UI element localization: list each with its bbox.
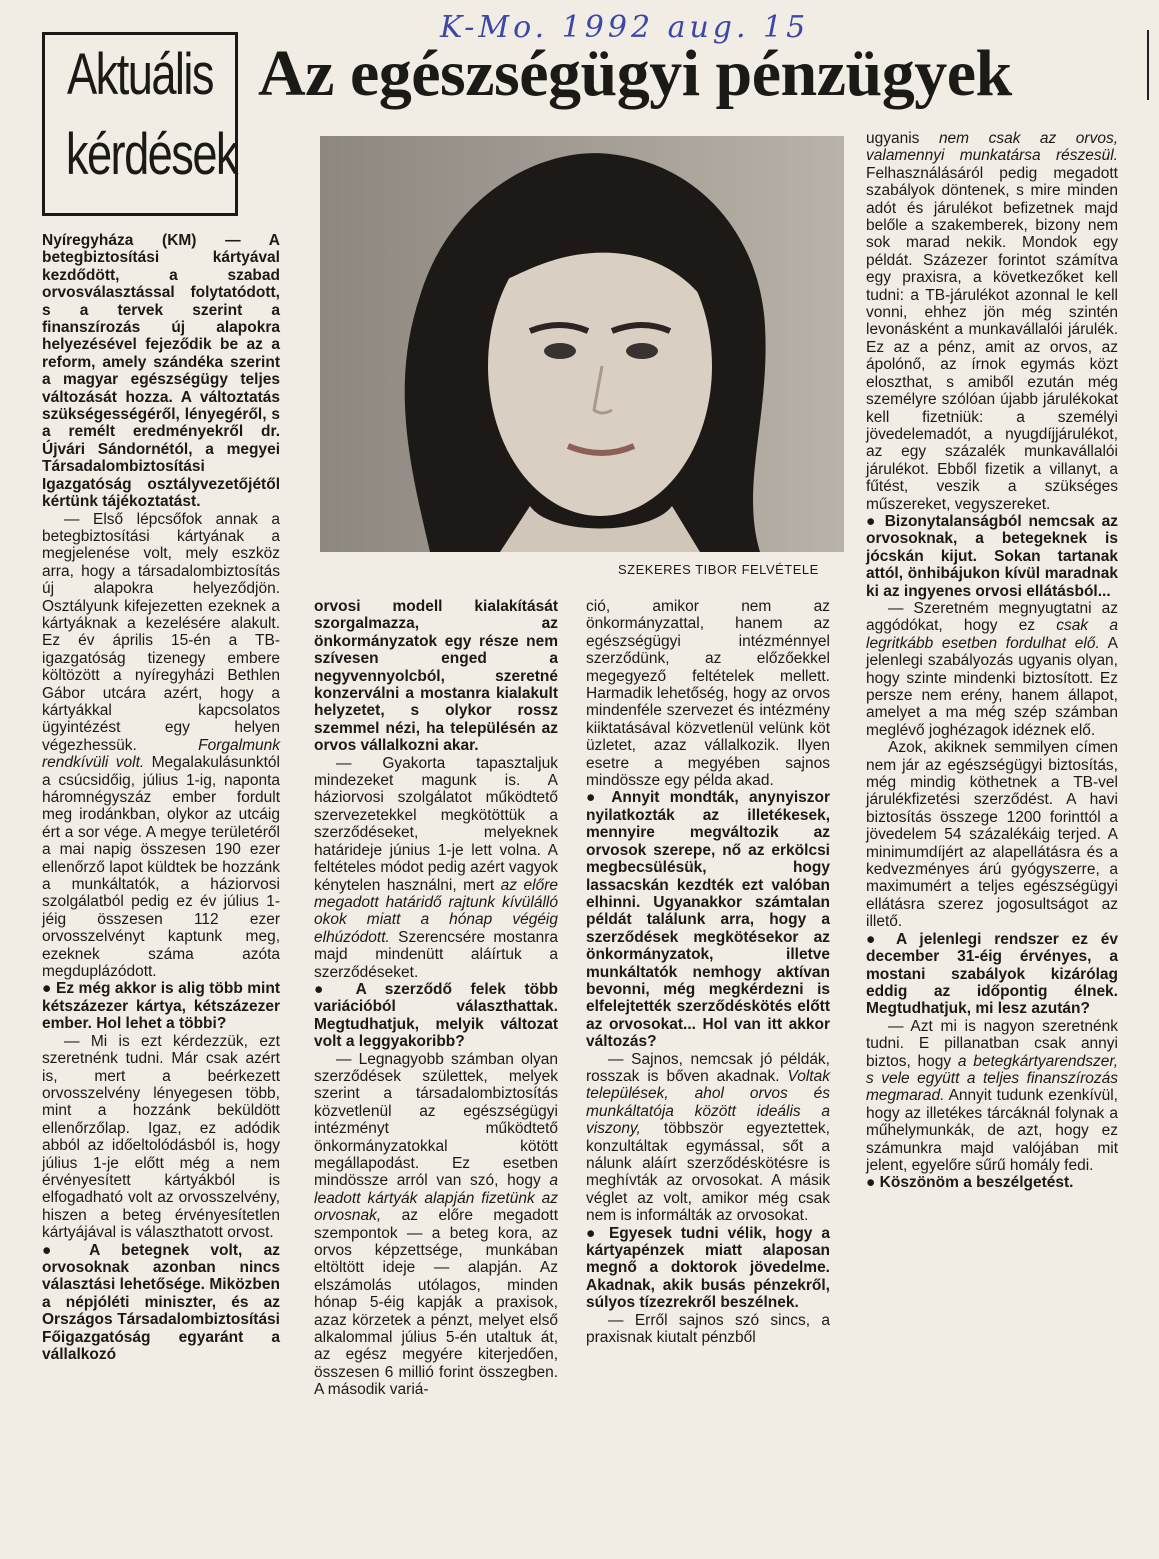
- answer-paragraph: — Sajnos, nemcsak jó példák, rosszak is bőven akadnak. Voltak települések, ahol orvos és munkáltatója között ideális a viszony, többször egyeztettek, konzultáltak egymással, sőt a nálunk aláírt szerződéskötésre is meghívták az orvosokat. A másik véglet az volt, amikor még csak nem is informálták az orvosokat.: [586, 1050, 830, 1225]
- answer-paragraph: — Erről sajnos szó sincs, a praxisnak kiutalt pénzből: [586, 1311, 830, 1347]
- question: ● Ez még akkor is alig több mint kétszázezer kártya, kétszázezer ember. Hol lehet a többi?: [42, 980, 280, 1032]
- kicker-line-1: Aktuális: [67, 42, 213, 107]
- closing-remark: ● Köszönöm a beszélgetést.: [866, 1174, 1118, 1191]
- kicker-line-2: kérdések: [65, 122, 237, 187]
- answer-paragraph: — Legnagyobb számban olyan szerződések születtek, melyek szerint a társadalombiztosítás közvetlenül az egészségügyi intézményt működtető önkormányzatokkal kötött megállapodást. Ez esetben mindössze arról van szó, hogy a leadott kártyák alapján fizetünk az orvosnak, az előre megadott szempontok — a beteg kora, az orvos képzettsége, munkában eltöltött ideje — alapján. Az elszámolás utólagos, minden hónap 5-éig kapják a praxisok, azaz körzetek a pénzt, melyet első alkalommal július 5-én utaltuk át, az egész megyére kiterjedően, összesen 6 millió forint összegben. A második variá-: [314, 1050, 559, 1399]
- question: ● A betegnek volt, az orvosoknak azonban nincs választási lehetősége. Miközben a népjóléti miniszter, és az Országos Társadalombiztosítási Főigazgatóság egyaránt a vállalkozó: [42, 1242, 280, 1364]
- answer-continued: ció, amikor nem az önkormányzattal, hanem az egészségügyi intézménnyel szerződünk, az előzőekkel megegyező feltételek mellett. Harmadik lehetőség, hogy az orvos mindenféle szervezet és intézmény kiiktatásával közvetlenül velünk köt üzletet, azaz vállalkozik. Ilyen esetre a megyében sajnos mindössze egy példa akad.: [586, 598, 830, 790]
- portrait-photo: [320, 136, 844, 552]
- answer-paragraph: — Mi is ezt kérdezzük, ezt szeretnénk tudni. Már csak azért is, mert a beérkezett orvosszelvény lényegesen több, mint a hozzánk beküldött ellenőrzőlap. Igaz, ez adódik abból az időeltolódásból is, hogy július 1-je előtt még a nem érvényesített kártyákból is elfogadható volt az orvosszelvény, hiszen a beteg érvényesítetlen kártyájával is választhatott orvost.: [42, 1032, 280, 1242]
- column-rule: [1147, 30, 1149, 100]
- article-headline: Az egészségügyi pénzügyek: [258, 37, 1012, 110]
- question: ● Bizonytalanságból nemcsak az orvosoknak, a betegeknek is jócskán kijut. Sokan tartanak attól, önhibájukon kívül maradnak ki az ingyenes orvosi ellátásból...: [866, 513, 1118, 600]
- lead-paragraph: Nyíregyháza (KM) — A betegbiztosítási kártyával kezdődött, a szabad orvosválasztással folytatódott, s a tervek szerint a finanszírozás új alapokra helyezésével fejeződik be az a reform, amely szándéka szerint a magyar egészségügy teljes változását hozza. A változtatás szükségességéről, lényegéről, s a remélt eredményekről dr. Újvári Sándornétól, a megyei Társadalombiztosítási Igazgatóság osztályvezetőjétől kértünk tájékoztatást.: [42, 232, 280, 511]
- answer-paragraph: Azok, akiknek semmilyen címen nem jár az egészségügyi biztosítás, még mindig köthetnek a TB-vel járulékfizetési szerződést. A havi biztosítás összege 1200 forinttól a jövedelem 54 százalékáig terjed. A minimumdíjért az alapellátásra és a kedvezményes árú gyógyszerre, a maximumért a teljes egészségügyi ellátásra szerez jogosultságot az illető.: [866, 739, 1118, 931]
- photo-credit: SZEKERES TIBOR FELVÉTELE: [618, 562, 819, 577]
- question: ● Annyit mondták, anynyiszor nyilatkozták az illetékesek, mennyire megváltozik az orvosok szerepe, nő az erkölcsi megbecsülésük, hogy lassacskán kezdték ezt valóban elhinni. Ugyanakkor számtalan példát találunk arra, hogy a szerződések megkötésekor az önkormányzatok, illetve munkáltatók nemhogy aktívan bevonni, még megkérdezni is elfelejtették szerződéskötés előtt az orvosokat... Hol van itt akkor változás?: [586, 789, 830, 1050]
- question: ● A jelenlegi rendszer ez év december 31-éig érvényes, a mostani szabályok kizárólag eddig az időpontig élnek. Megtudhatjuk, mi lesz azután?: [866, 931, 1118, 1018]
- answer-paragraph: — Szeretném megnyugtatni az aggódókat, hogy ez csak a legritkább esetben fordulhat elő. A jelenlegi szabályozás ugyanis olyan, hogy szinte mindenki biztosított. Ez persze nem erény, hanem állapot, amelyet a ma még szép számban meglévő joghézagok idéznek elő.: [866, 599, 1118, 739]
- question: ● Egyesek tudni vélik, hogy a kártyapénzek miatt alaposan megnő a doktorok jövedelme. Akadnak, akik busás pénzekről, súlyos tízezrekről beszélnek.: [586, 1225, 830, 1312]
- portrait-illustration: [320, 136, 844, 552]
- question: ● A szerződő felek több variációból választhattak. Megtudhatjuk, melyik változat volt a leggyakoribb?: [314, 981, 558, 1051]
- answer-continued: ugyanis nem csak az orvos, valamennyi munkatársa részesül. Felhasználásáról pedig megadott szabályok döntenek, s mire minden adót és járulékot befizetnek majd belőle a szakemberek, bizony nem sok marad nekik. Mondok egy példát. Százezer forintot számítva egy praxisra, a következőket kell tudni: a TB-járulékot azonnal le kell vonni, ehhez jön még szintén levonásként a munkavállalói járulék. Ez az a pénz, amit az orvos, az ápolónő, az írnok egymás közt eloszthat, s amiből ezután még személyre szólóan újabb járulékokat kell fizetniük: a személyi jövedelemadót, a nyugdíjjárulékot, az egy százalék munkavállalói járulékot. Ebből fizetik a villanyt, a fűtést, veszik a szükséges műszereket, vegyszereket.: [866, 130, 1118, 513]
- column-2: [314, 598, 558, 1399]
- answer-paragraph: — Első lépcsőfok annak a betegbiztosítási kártyának a megjelenése volt, mely eszköz arra, hogy a társadalombiztosítás új alapokra helyeződjön. Osztályunk kifejezetten ezeknek a kártyáknak a kezelésére alakult. Ez év április 15-én a TB-igazgatóság tizenegy embere költözött a nyíregyházi Bethlen Gábor utcára azért, hogy a kártyákkal kapcsolatos ügyintézést egy helyen végezhessük. Forgalmunk rendkívüli volt. Megalakulásunktól a csúcsidőig, július 1-ig, naponta háromnégyszáz ember fordult meg irodánkban, olykor az utcáig ért a sor vége. A megye területéről a mai napig összesen 190 ezer ellenőrző lapot küldtek be hozzánk a munkáltatók, a háziorvosi szolgálatból pedig ez év július 1-jéig összesen 112 ezer orvosszelvényt kaptunk meg, ezeknek száma azóta megduplázódott.: [42, 510, 280, 981]
- column-1: [42, 232, 280, 1363]
- section-kicker-box: [42, 32, 238, 216]
- handwritten-date-note: K-Mo. 1992 aug. 15: [440, 10, 810, 45]
- answer-paragraph: — Gyakorta tapasztaljuk mindezeket magunk is. A háziorvosi szolgálatot működtető szervezetekkel megkötöttük a szerződéseket, melyeknek határideje június 1-je lett volna. A feltételes módot pedig azért vagyok kénytelen használni, mert az előre megadott határidő rajtunk kívülálló okok miatt a hónap végéig elhúzódott. Szerencsére mostanra majd mindenütt aláírtuk a szerződéseket.: [314, 754, 558, 981]
- column-3: [586, 598, 830, 1346]
- column-4: [866, 130, 1118, 1192]
- question-continued: orvosi modell kialakítását szorgalmazza, az önkormányzatok egy része nem szívesen enged a negyvennyolcból, szeretné konzerválni a mostanra kialakult helyzetet, s olykor rossz szemmel nézi, ha településén az orvos vállalkozni akar.: [314, 598, 558, 755]
- answer-paragraph: — Azt mi is nagyon szeretnénk tudni. E pillanatban csak annyi biztos, hogy a betegkártyarendszer, s vele együtt a teljes finanszírozás megmarad. Annyit tudunk ezenkívül, hogy az illetékes tárcáknál folynak a műhelymunkák, de azt, hogy ez számunkra majd valójában mit jelent, egyelőre sűrű homály fedi.: [866, 1017, 1118, 1174]
